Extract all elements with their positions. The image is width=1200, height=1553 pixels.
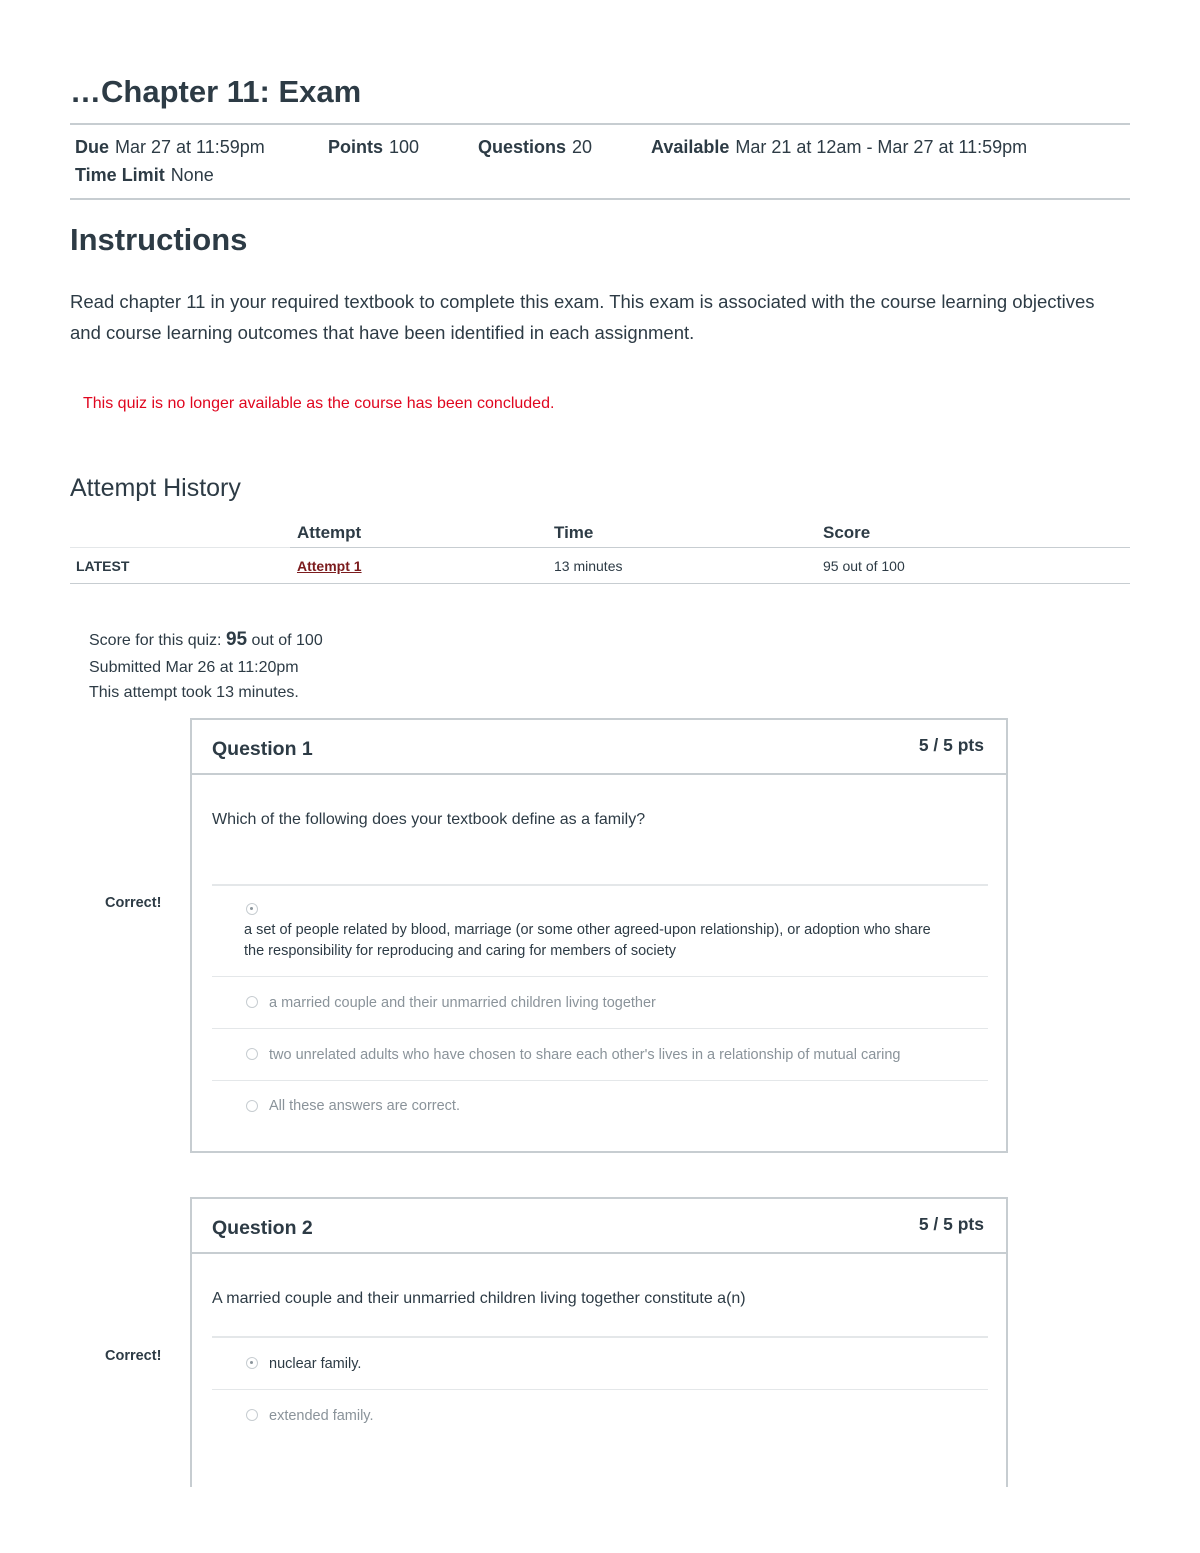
questions-label: Questions bbox=[478, 137, 567, 157]
score-value: 95 bbox=[225, 629, 248, 650]
question-text: A married couple and their unmarried children living together constitute a(n) bbox=[212, 1290, 746, 1307]
instructions-body: Read chapter 11 in your required textbook to complete this exam. This exam is associated with the course learning objectives and course learning outcomes that have been identified in each assignment. bbox=[70, 291, 1095, 343]
time-limit bbox=[75, 165, 214, 186]
attempt-1-link[interactable]: Attempt 1 bbox=[297, 558, 362, 574]
answer-text: a set of people related by blood, marriage (or some other agreed-upon relationship), or adoption who share the responsibility for reproducing and caring for members of society bbox=[244, 922, 931, 959]
question-1-card bbox=[190, 718, 1008, 1153]
question-count bbox=[478, 137, 592, 158]
question-title: Question 1 bbox=[212, 738, 313, 760]
divider bbox=[70, 198, 1130, 200]
points bbox=[328, 137, 419, 158]
due-label: Due bbox=[75, 137, 110, 157]
quiz-score bbox=[89, 629, 323, 651]
table-header-divider bbox=[70, 547, 290, 548]
question-divider bbox=[212, 1336, 988, 1338]
radio-icon[interactable] bbox=[246, 1409, 258, 1421]
question-title: Question 2 bbox=[212, 1217, 313, 1239]
answer-text: two unrelated adults who have chosen to share each other's lives in a relationship of mutual caring bbox=[269, 1047, 901, 1063]
score-suffix: out of 100 bbox=[247, 632, 323, 649]
attempt-score: 95 out of 100 bbox=[823, 558, 905, 574]
availability bbox=[651, 137, 1027, 158]
due-value: Mar 27 at 11:59pm bbox=[115, 137, 265, 157]
radio-icon[interactable] bbox=[246, 996, 258, 1008]
submitted-time: Submitted Mar 26 at 11:20pm bbox=[89, 659, 299, 676]
radio-selected-icon[interactable] bbox=[246, 903, 258, 915]
table-header-divider bbox=[290, 547, 1130, 548]
answer-text: a married couple and their unmarried children living together bbox=[269, 995, 656, 1011]
answer-divider bbox=[212, 976, 988, 977]
attempt-time: 13 minutes bbox=[554, 558, 623, 574]
answer-divider bbox=[212, 1389, 988, 1390]
time-limit-label: Time Limit bbox=[75, 165, 165, 185]
radio-selected-icon[interactable] bbox=[246, 1357, 258, 1369]
quiz-unavailable-notice: This quiz is no longer available as the course has been concluded. bbox=[83, 395, 555, 412]
time-limit-value: None bbox=[170, 165, 214, 185]
answer-divider bbox=[212, 1028, 988, 1029]
column-header-time: Time bbox=[554, 523, 594, 542]
answer-text: All these answers are correct. bbox=[269, 1098, 460, 1114]
radio-icon[interactable] bbox=[246, 1048, 258, 1060]
answer-divider bbox=[212, 1080, 988, 1081]
question-2-result: Correct! bbox=[105, 1348, 162, 1364]
answer-text: extended family. bbox=[269, 1408, 374, 1424]
divider bbox=[70, 123, 1130, 125]
attempt-duration: This attempt took 13 minutes. bbox=[89, 684, 299, 701]
available-value: Mar 21 at 12am - Mar 27 at 11:59pm bbox=[735, 137, 1028, 157]
due-date bbox=[75, 137, 265, 158]
question-points: 5 / 5 pts bbox=[918, 1214, 984, 1234]
column-header-score: Score bbox=[823, 523, 871, 542]
question-points: 5 / 5 pts bbox=[918, 735, 984, 755]
questions-value: 20 bbox=[572, 137, 593, 157]
page-title: …Chapter 11: Exam bbox=[70, 74, 362, 109]
radio-icon[interactable] bbox=[246, 1100, 258, 1112]
question-1-result: Correct! bbox=[105, 895, 162, 911]
points-value: 100 bbox=[389, 137, 420, 157]
answer-text: nuclear family. bbox=[269, 1356, 362, 1372]
table-bottom-divider bbox=[70, 583, 1130, 584]
available-label: Available bbox=[651, 137, 730, 157]
question-2-card bbox=[190, 1197, 1008, 1487]
instructions-heading: Instructions bbox=[70, 222, 248, 257]
attempt-history-heading: Attempt History bbox=[70, 474, 241, 502]
score-prefix: Score for this quiz: bbox=[89, 632, 226, 649]
question-divider bbox=[212, 884, 988, 886]
points-label: Points bbox=[328, 137, 384, 157]
question-header bbox=[192, 720, 1006, 775]
question-header bbox=[192, 1199, 1006, 1254]
question-text: Which of the following does your textbook define as a family? bbox=[212, 811, 646, 828]
column-header-attempt: Attempt bbox=[297, 523, 362, 542]
latest-tag: LATEST bbox=[76, 558, 130, 574]
